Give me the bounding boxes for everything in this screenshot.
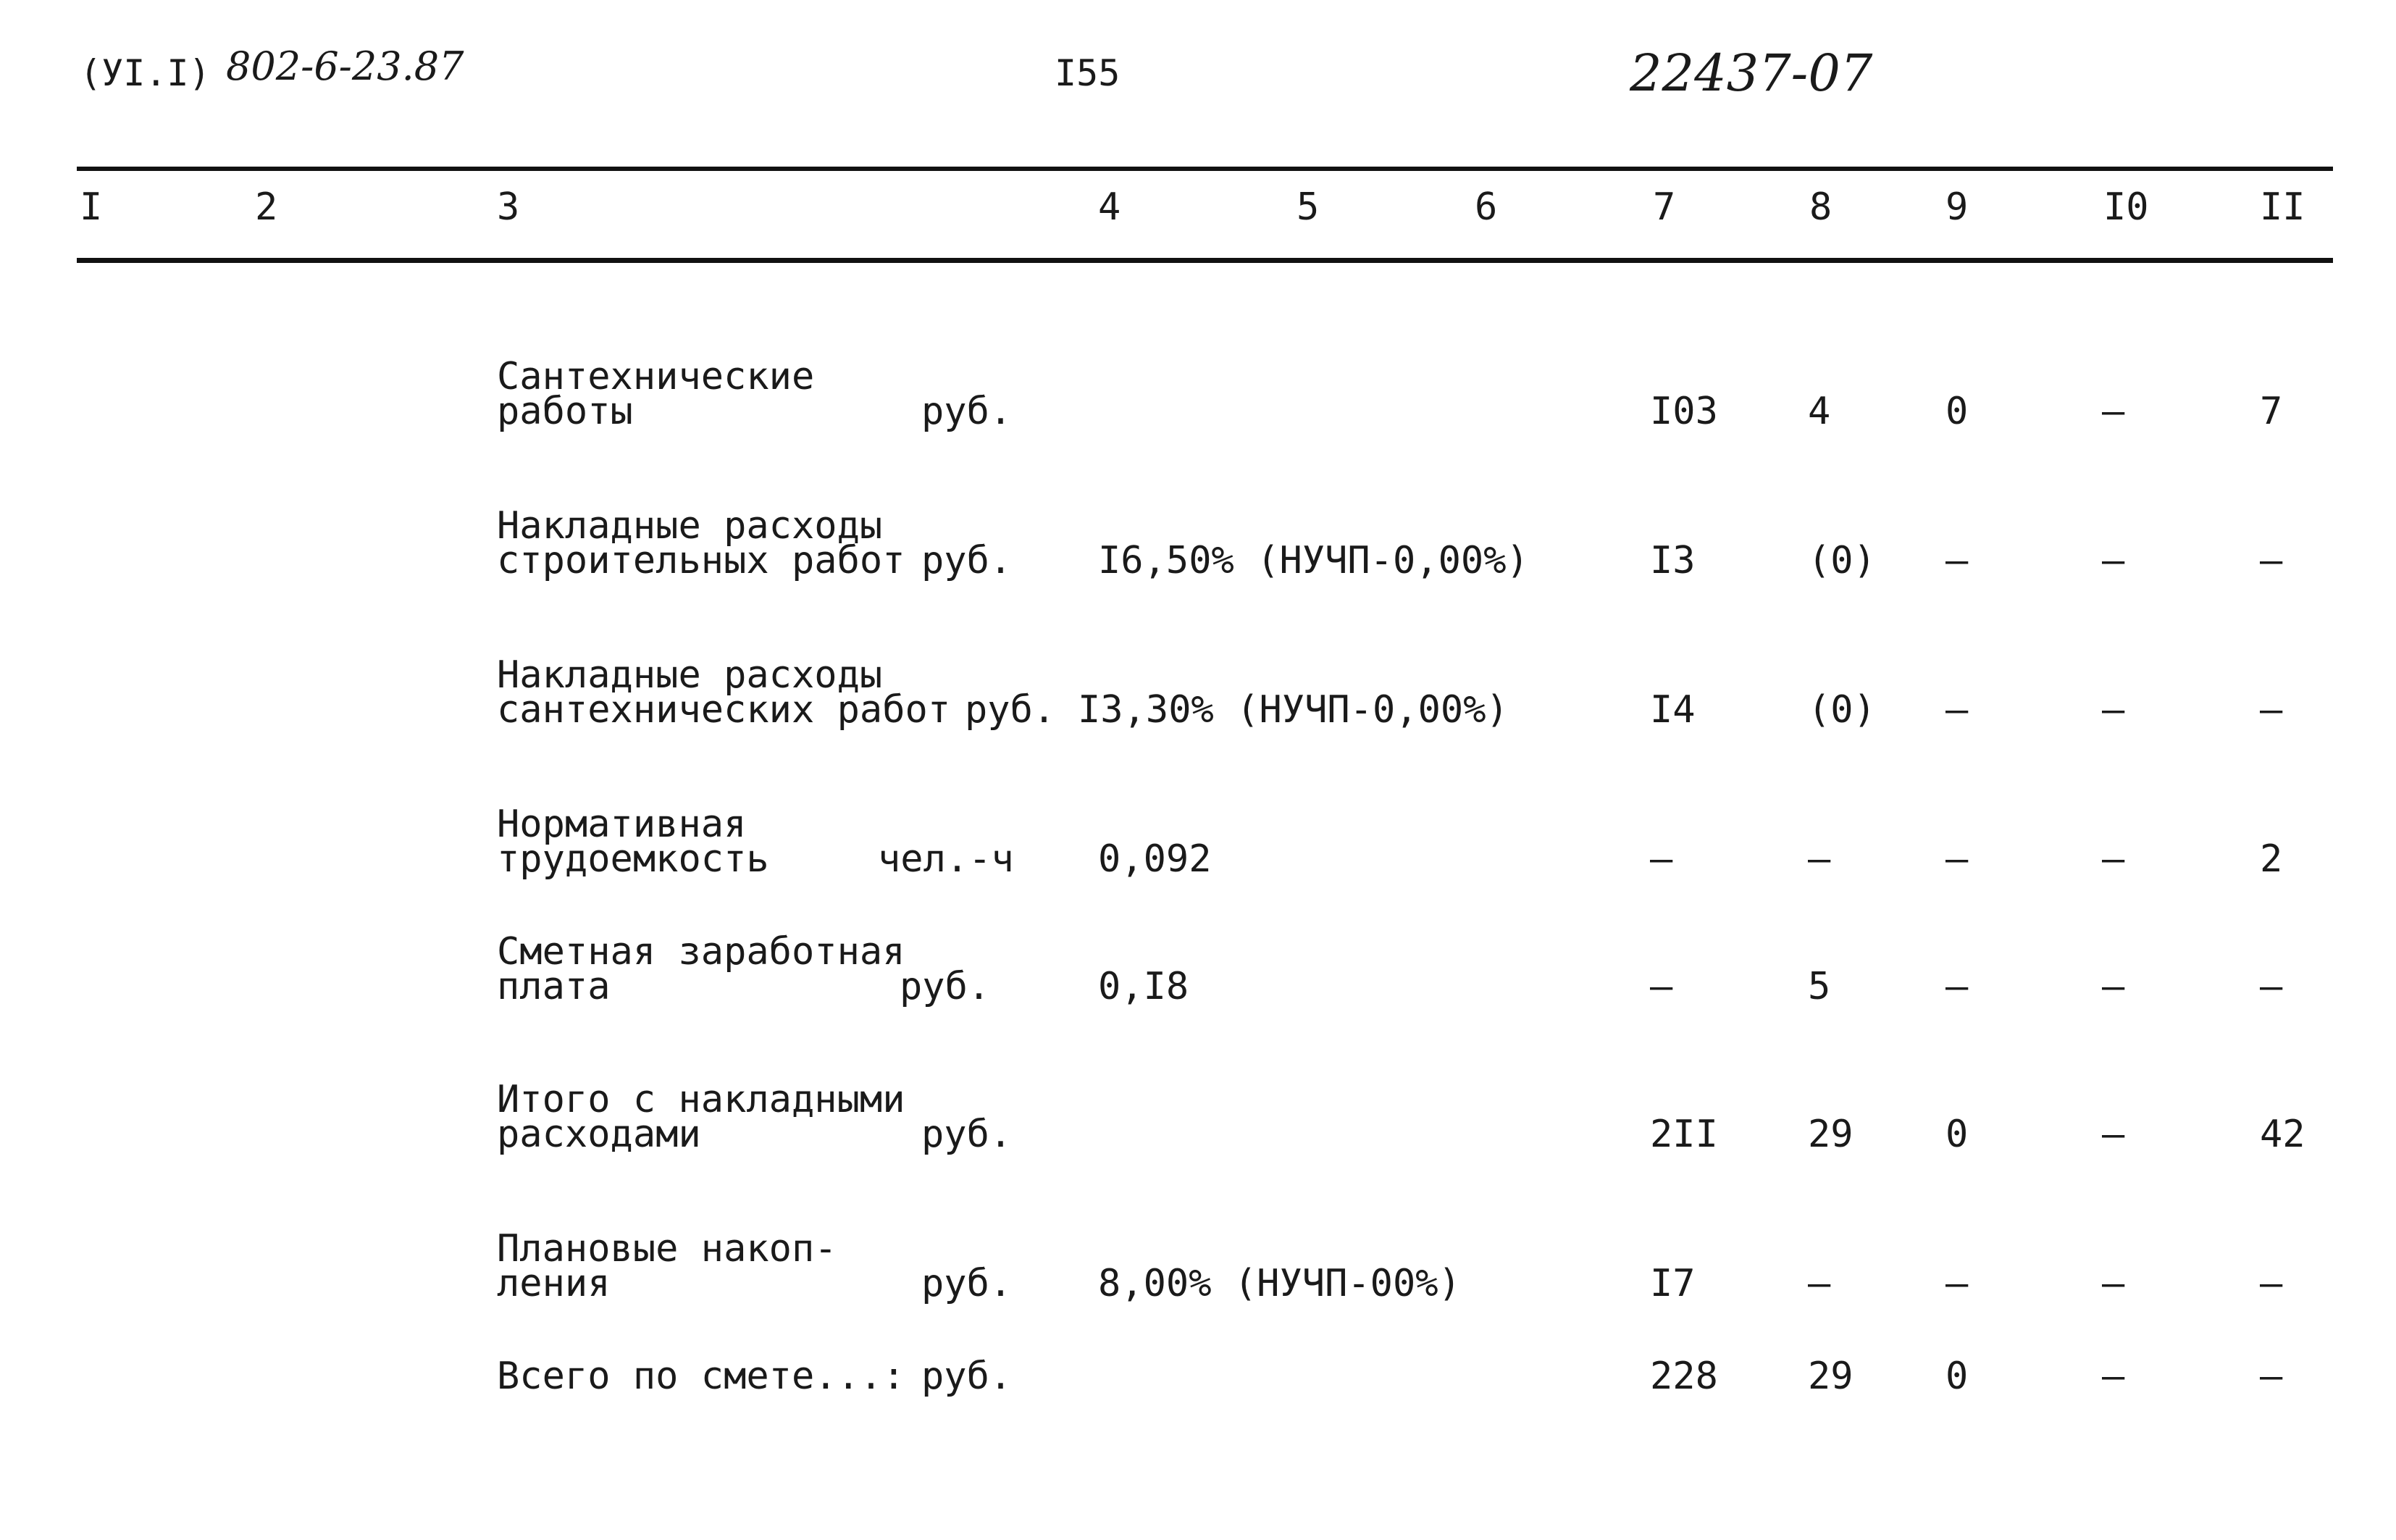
cell-col-8: 4 xyxy=(1808,390,1831,433)
cell-col-7: 2II xyxy=(1650,1113,1718,1156)
item-name-line2: сантехнических работ xyxy=(497,688,951,732)
item-name-line1: Сантехнические xyxy=(497,355,815,398)
table-row-total xyxy=(0,1323,2396,1402)
norm-value: I3,30% (НУЧП-0,00%) xyxy=(1078,688,1509,732)
cell-col-9: 0 xyxy=(1945,1113,1969,1156)
item-name-line2: строительных работ xyxy=(497,539,905,582)
cell-col-7: I4 xyxy=(1650,688,1696,732)
table-row xyxy=(0,355,2396,438)
cell-col-11: – xyxy=(2260,688,2283,732)
cell-col-9: 0 xyxy=(1945,390,1969,433)
item-name-line2: ления xyxy=(497,1262,611,1305)
cell-col-10: – xyxy=(2102,688,2125,732)
document-number: 22437-07 xyxy=(1630,43,1873,103)
table-row xyxy=(0,805,2396,885)
cell-col-9: – xyxy=(1945,837,1969,881)
col-num-3: 3 xyxy=(497,185,520,229)
col-num-10: I0 xyxy=(2103,185,2149,229)
cell-col-11: – xyxy=(2260,539,2283,582)
cell-col-7: I3 xyxy=(1650,539,1696,582)
cell-col-11: – xyxy=(2260,965,2283,1008)
handwritten-project-ref: 802-6-23.87 xyxy=(226,43,464,89)
col-num-7: 7 xyxy=(1653,185,1676,229)
unit: чел.-ч xyxy=(878,837,1014,881)
item-name-line1: Накладные расходы xyxy=(497,504,883,548)
col-num-2: 2 xyxy=(255,185,278,229)
unit: руб. xyxy=(921,1262,1013,1305)
norm-value: 0,I8 xyxy=(1098,965,1189,1008)
cell-col-8: 29 xyxy=(1808,1113,1853,1156)
cell-col-9: – xyxy=(1945,688,1969,732)
unit: руб. xyxy=(921,1355,1013,1398)
top-rule xyxy=(77,167,2333,171)
cell-col-11: – xyxy=(2260,1262,2283,1305)
unit: руб. xyxy=(921,1113,1013,1156)
cell-col-9: – xyxy=(1945,1262,1969,1305)
col-num-1: I xyxy=(80,185,103,229)
col-num-5: 5 xyxy=(1297,185,1320,229)
cell-col-11: – xyxy=(2260,1355,2283,1398)
table-row xyxy=(0,1078,2396,1160)
cell-col-8: (0) xyxy=(1808,688,1876,732)
cell-col-11: 42 xyxy=(2260,1113,2305,1156)
norm-value: 0,092 xyxy=(1098,837,1212,881)
cell-col-10: – xyxy=(2102,1262,2125,1305)
cell-col-9: – xyxy=(1945,539,1969,582)
item-name-line2: работы xyxy=(497,390,633,433)
cell-col-7: – xyxy=(1650,837,1673,881)
table-row xyxy=(0,504,2396,587)
cell-col-8: (0) xyxy=(1808,539,1876,582)
cell-col-10: – xyxy=(2102,390,2125,433)
item-name-line2: Всего по смете...: xyxy=(497,1355,905,1398)
cell-col-8: 5 xyxy=(1808,965,1831,1008)
cell-col-9: – xyxy=(1945,965,1969,1008)
unit: руб. xyxy=(921,539,1013,582)
cell-col-10: – xyxy=(2102,1113,2125,1156)
col-num-9: 9 xyxy=(1945,185,1969,229)
bottom-rule xyxy=(77,258,2333,263)
cell-col-7: I03 xyxy=(1650,390,1718,433)
cell-col-8: – xyxy=(1808,1262,1831,1305)
item-name-line2: расходами xyxy=(497,1113,701,1156)
item-name-line1: Плановые накоп- xyxy=(497,1227,837,1271)
col-num-6: 6 xyxy=(1475,185,1498,229)
sheet-code: (УI.I) xyxy=(80,52,211,94)
item-name-line1: Итого с накладными xyxy=(497,1078,905,1121)
item-name-line2: плата xyxy=(497,965,611,1008)
cell-col-9: 0 xyxy=(1945,1355,1969,1398)
unit: руб. xyxy=(900,965,991,1008)
col-num-4: 4 xyxy=(1098,185,1121,229)
unit: руб. xyxy=(921,390,1013,433)
table-row xyxy=(0,1227,2396,1310)
col-num-11: II xyxy=(2260,185,2305,229)
cell-col-7: – xyxy=(1650,965,1673,1008)
cell-col-11: 7 xyxy=(2260,390,2283,433)
cell-col-7: 228 xyxy=(1650,1355,1718,1398)
item-name-line1: Сметная заработная xyxy=(497,930,905,974)
item-name-line1: Накладные расходы xyxy=(497,653,883,697)
cell-col-10: – xyxy=(2102,1355,2125,1398)
norm-value: 8,00% (НУЧП-00%) xyxy=(1098,1262,1461,1305)
cell-col-8: – xyxy=(1808,837,1831,881)
table-row xyxy=(0,930,2396,1013)
unit: руб. xyxy=(965,688,1056,732)
cell-col-11: 2 xyxy=(2260,837,2283,881)
page-number: I55 xyxy=(1055,52,1120,94)
cell-col-10: – xyxy=(2102,539,2125,582)
item-name-line2: трудоемкость xyxy=(497,837,769,881)
cell-col-10: – xyxy=(2102,965,2125,1008)
cell-col-8: 29 xyxy=(1808,1355,1853,1398)
cell-col-7: I7 xyxy=(1650,1262,1696,1305)
item-name-line1: Нормативная xyxy=(497,803,747,846)
norm-value: I6,50% (НУЧП-0,00%) xyxy=(1098,539,1529,582)
col-num-8: 8 xyxy=(1809,185,1832,229)
table-row xyxy=(0,653,2396,736)
cell-col-10: – xyxy=(2102,837,2125,881)
